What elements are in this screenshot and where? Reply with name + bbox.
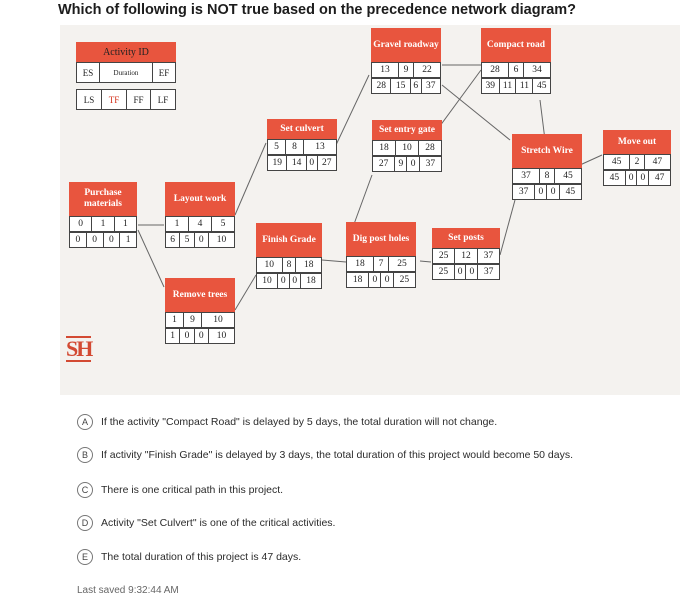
node-es: 5 [268,140,286,155]
node-ef: 45 [554,169,581,184]
node-ls: 25 [433,265,455,280]
node-title: Finish Grade [256,223,322,257]
node-ls: 28 [372,79,391,94]
node-lf: 18 [301,274,322,289]
node-ef: 18 [296,258,322,273]
node-lf: 27 [317,156,336,171]
node-title: Layout work [165,182,235,216]
arrow-layout-culvert [235,143,266,215]
option-c-radio[interactable]: C [77,482,93,498]
legend-ls: LS [77,90,102,110]
node-bottom-row [603,170,671,186]
node-bottom-row [267,155,337,171]
node-top-row [512,168,582,184]
node-top-row [165,312,235,328]
legend-row-2 [76,89,176,110]
node-bottom-row [69,232,137,248]
node-es: 18 [347,257,374,272]
node-es: 28 [482,63,509,78]
node-ff: 0 [381,273,393,288]
node-duration: 10 [396,141,419,156]
node-duration: 12 [455,249,477,264]
legend-ef: EF [153,63,176,83]
node-tf: 14 [287,156,306,171]
legend-duration: Duration [100,63,153,83]
node-ef: 28 [419,141,442,156]
node-es: 13 [372,63,399,78]
node-es: 37 [513,169,540,184]
arrow-dig-posts [420,261,431,262]
option-d-radio[interactable]: D [77,515,93,531]
node-ff: 0 [637,171,649,186]
node-duration: 6 [509,63,524,78]
node-ff: 0 [194,233,208,248]
node-bottom-row [165,328,235,344]
node-bottom-row [372,156,442,172]
node-ef: 34 [523,63,550,78]
sh-logo: SH [66,336,92,361]
last-saved-status: Last saved 9:32:44 AM [77,585,179,596]
arrow-finish-dig [322,260,346,262]
node-ls: 1 [166,329,180,344]
node-duration: 4 [189,217,212,232]
node-ff: 0 [289,274,301,289]
arrow-culvert-gravel [336,75,369,145]
node-ls: 37 [513,185,535,200]
node-lf: 37 [478,265,500,280]
node-stretch-wire [512,134,582,200]
node-duration: 9 [184,313,202,328]
option-a-text: If the activity "Compact Road" is delayed by 5 days, the total duration will not change. [101,416,498,428]
node-title: Dig post holes [346,222,416,256]
node-tf: 0 [625,171,637,186]
node-lf: 45 [559,185,581,200]
node-set-posts [432,228,500,280]
legend-es: ES [77,63,100,83]
node-lf: 37 [419,157,441,172]
node-ls: 0 [70,233,87,248]
node-bottom-row [371,78,441,94]
node-finish-grade [256,223,322,289]
node-title: Set culvert [267,119,337,139]
arrow-entry-compact [437,70,481,130]
node-title: Move out [603,130,671,154]
node-lf: 47 [649,171,671,186]
node-ff: 0 [547,185,559,200]
option-a-radio[interactable]: A [77,414,93,430]
node-ff: 0 [194,329,208,344]
node-ff: 0 [466,265,478,280]
node-tf: 11 [499,79,516,94]
node-duration: 8 [286,140,304,155]
option-d-text: Activity "Set Culvert" is one of the critical activities. [101,517,336,529]
node-bottom-row [346,272,416,288]
option-e-text: The total duration of this project is 47 days. [101,551,302,563]
node-title: Set posts [432,228,500,248]
node-tf: 5 [180,233,194,248]
node-ef: 25 [388,257,415,272]
option-e[interactable] [77,549,301,565]
node-lf: 10 [208,329,234,344]
arrow-stretch-moveout [580,155,602,165]
option-b-text: If activity "Finish Grade" is delayed by 3 days, the total duration of this project would become 50 days. [101,449,574,461]
node-duration: 9 [399,63,414,78]
node-remove-trees [165,278,235,344]
node-ef: 13 [304,140,337,155]
node-ef: 5 [212,217,235,232]
node-bottom-row [481,78,551,94]
node-ef: 37 [477,249,499,264]
node-lf: 45 [533,79,551,94]
question-text: Which of following is NOT true based on the precedence network diagram? [58,2,577,18]
node-layout-work [165,182,235,248]
node-tf: 0 [454,265,466,280]
node-lf: 37 [421,79,440,94]
node-es: 18 [373,141,396,156]
node-top-row [267,139,337,155]
node-top-row [432,248,500,264]
node-move-out [603,130,671,186]
node-set-entry-gate [372,120,442,172]
option-b-radio[interactable]: B [77,447,93,463]
node-es: 45 [604,155,630,170]
option-c[interactable] [77,482,283,498]
node-ef: 47 [644,155,670,170]
node-ef: 10 [202,313,235,328]
node-top-row [372,140,442,156]
legend-activity-node [76,42,176,110]
node-top-row [481,62,551,78]
option-e-radio[interactable]: E [77,549,93,565]
node-tf: 0 [180,329,194,344]
node-lf: 25 [393,273,415,288]
precedence-network-diagram [60,25,680,395]
legend-row-1 [76,62,176,83]
node-ff: 11 [516,79,533,94]
node-ls: 6 [166,233,180,248]
node-ls: 19 [268,156,287,171]
node-tf: 0 [369,273,381,288]
legend-title: Activity ID [76,42,176,62]
node-bottom-row [256,273,322,289]
node-set-culvert [267,119,337,171]
node-ff: 6 [410,79,421,94]
node-top-row [371,62,441,78]
node-top-row [346,256,416,272]
node-top-row [603,154,671,170]
node-compact-road [481,28,551,94]
node-title: Remove trees [165,278,235,312]
arrow-purchase-remove [138,230,164,287]
node-ff: 0 [103,233,120,248]
node-top-row [256,257,322,273]
node-title: Compact road [481,28,551,62]
node-gravel-roadway [371,28,441,94]
node-tf: 0 [535,185,547,200]
node-duration: 1 [92,217,114,232]
node-title: Set entry gate [372,120,442,140]
option-a[interactable] [77,414,497,430]
node-dig-post-holes [346,222,416,288]
node-lf: 1 [120,233,137,248]
node-ls: 10 [257,274,278,289]
node-es: 25 [433,249,455,264]
legend-lf: LF [150,90,175,110]
node-top-row [165,216,235,232]
node-title: Stretch Wire [512,134,582,168]
node-es: 0 [70,217,92,232]
node-ff: 0 [407,157,419,172]
node-title: Gravel roadway [371,28,441,62]
node-ef: 22 [413,63,440,78]
node-lf: 10 [208,233,234,248]
node-title: Purchase materials [69,182,137,216]
node-duration: 8 [540,169,555,184]
node-tf: 9 [395,157,407,172]
node-ls: 27 [373,157,395,172]
node-bottom-row [432,264,500,280]
node-purchase-materials [69,182,137,248]
node-duration: 7 [374,257,389,272]
node-duration: 2 [630,155,644,170]
legend-tf: TF [102,90,127,110]
node-bottom-row [165,232,235,248]
option-c-text: There is one critical path in this project. [101,484,284,496]
node-es: 10 [257,258,283,273]
node-bottom-row [512,184,582,200]
node-tf: 15 [391,79,410,94]
node-es: 1 [166,313,184,328]
node-tf: 0 [278,274,290,289]
legend-ff: FF [127,90,151,110]
option-b[interactable] [77,447,573,463]
option-d[interactable] [77,515,335,531]
node-ef: 1 [114,217,136,232]
node-ls: 39 [482,79,500,94]
arrow-remove-finish [235,275,256,310]
node-ls: 45 [604,171,626,186]
node-tf: 0 [86,233,103,248]
node-duration: 8 [282,258,296,273]
node-ls: 18 [347,273,369,288]
node-ff: 0 [306,156,317,171]
node-es: 1 [166,217,189,232]
arrow-posts-stretch [500,200,515,255]
node-top-row [69,216,137,232]
